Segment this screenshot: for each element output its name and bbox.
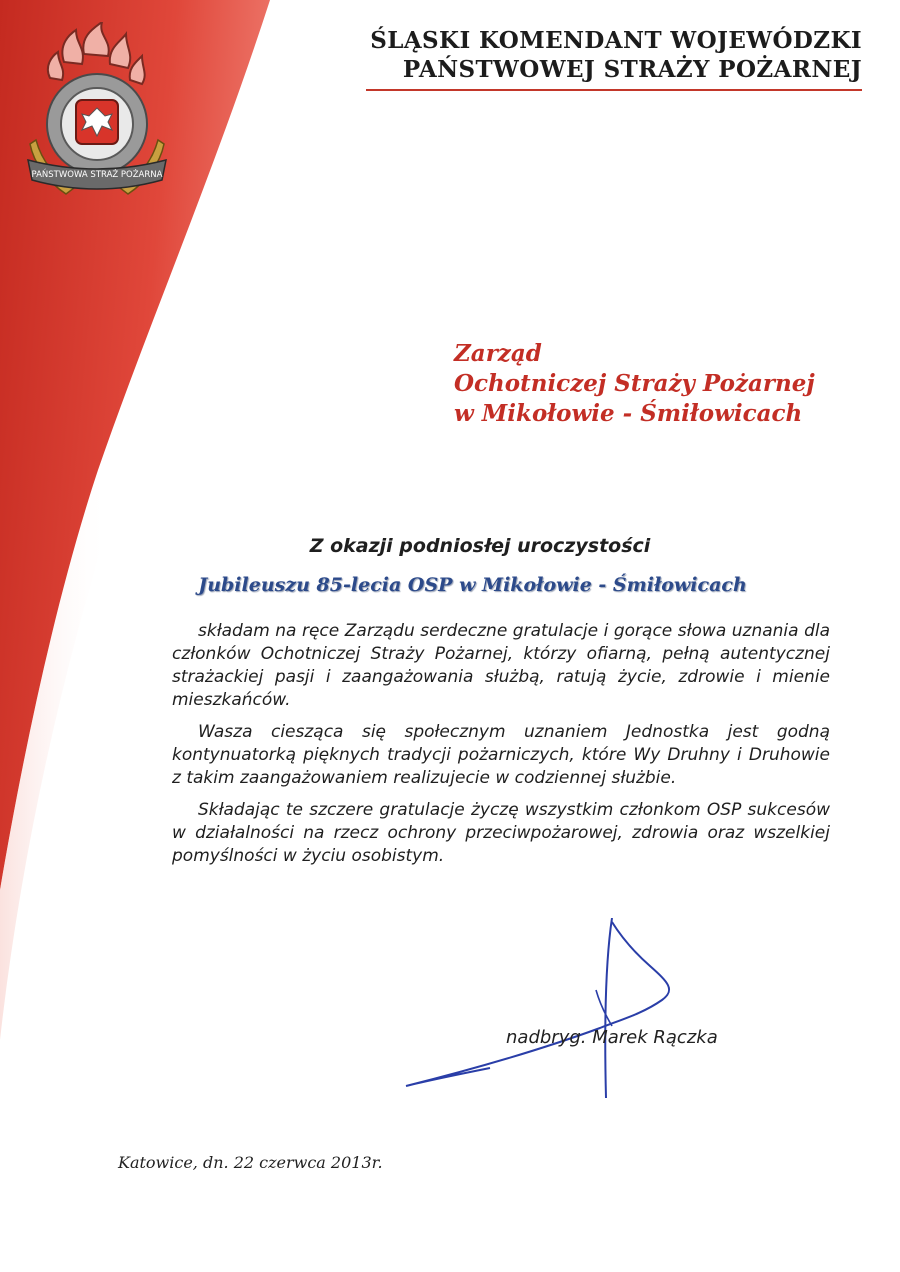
jubilee-heading: Jubileuszu 85-lecia OSP w Mikołowie - Śmiłowicach bbox=[198, 574, 747, 596]
addressee-block bbox=[454, 339, 815, 429]
body-paragraph-3: Składając te szczere gratulacje życzę wszystkim członkom OSP sukcesów w działalności na rzecz ochrony przeciwpożarowej, zdrowia oraz wszelkiej pomyślności w życiu osobistym. bbox=[172, 800, 830, 866]
occasion-heading: Z okazji podniosłej uroczystości bbox=[309, 535, 651, 557]
signatory-name: nadbryg. Marek Rączka bbox=[506, 1027, 718, 1048]
emblem-ribbon-text: PAŃSTWOWA STRAŻ POŻARNA bbox=[31, 170, 163, 180]
issuer-line-2: PAŃSTWOWEJ STRAŻY POŻARNEJ bbox=[402, 56, 862, 83]
issuer-header bbox=[370, 26, 862, 84]
fire-service-emblem-icon bbox=[22, 22, 172, 202]
place-and-date: Katowice, dn. 22 czerwca 2013r. bbox=[118, 1153, 383, 1172]
issuer-line-1: ŚLĄSKI KOMENDANT WOJEWÓDZKI bbox=[370, 27, 862, 54]
addressee-line-3: w Mikołowie - Śmiłowicach bbox=[454, 400, 803, 427]
body-paragraph-1: składam na ręce Zarządu serdeczne gratulacje i gorące słowa uznania dla członków Ochotniczej Straży Pożarnej, którzy ofiarną, pełną autentycznej strażackiej pasji i zaangażowania służbą, ratują życie, zdrowie i mienie mieszkańców. bbox=[172, 621, 830, 710]
header-divider bbox=[366, 89, 862, 91]
addressee-line-1: Zarząd bbox=[454, 340, 542, 367]
body-paragraph-2: Wasza ciesząca się społecznym uznaniem Jednostka jest godną kontynuatorką pięknych tradycji pożarniczych, które Wy Druhny i Druhowie z takim zaangażowaniem realizujecie w codziennej służbie. bbox=[172, 722, 830, 788]
handwritten-signature bbox=[400, 918, 720, 1108]
addressee-line-2: Ochotniczej Straży Pożarnej bbox=[454, 370, 815, 397]
letter-body bbox=[172, 620, 830, 877]
